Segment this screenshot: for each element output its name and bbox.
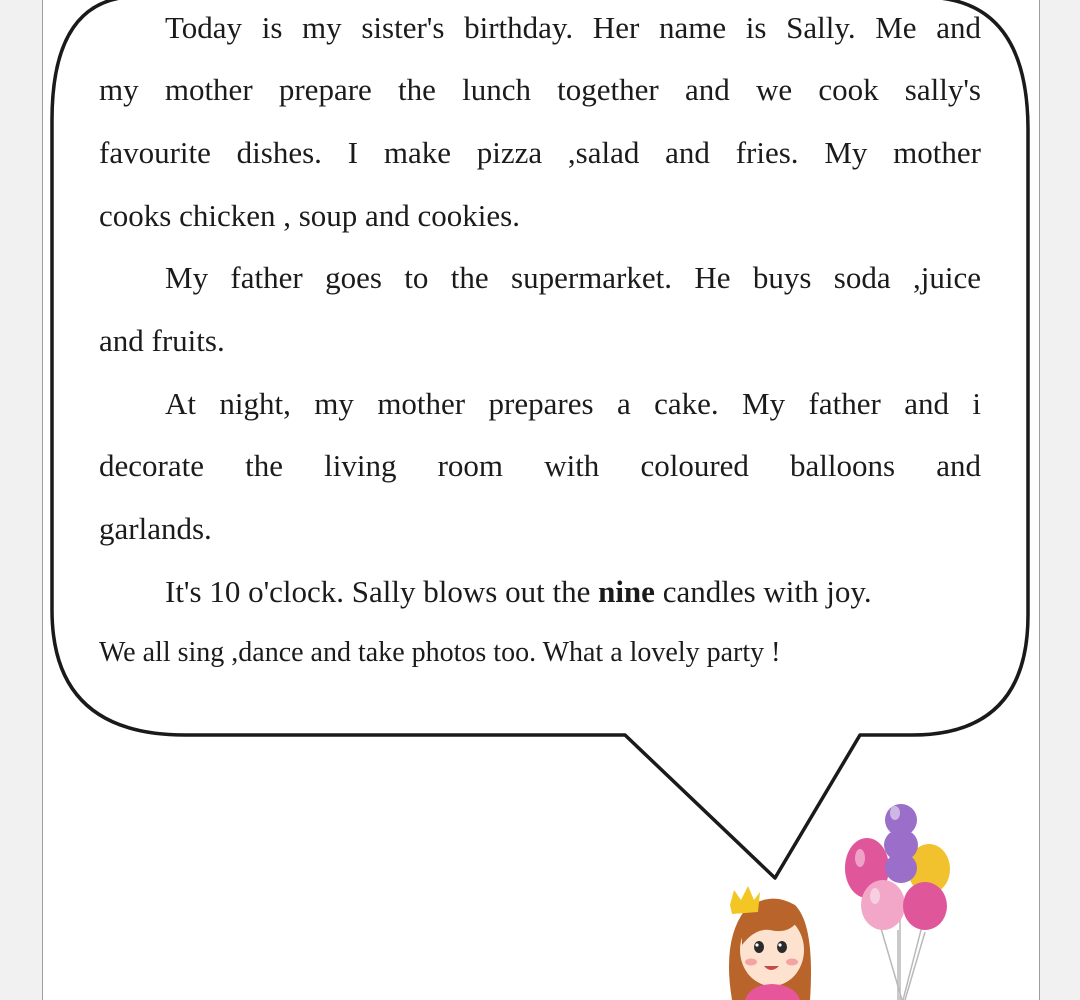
story-text-segment: It's 10 o'clock. Sally blows out the bbox=[165, 574, 599, 609]
story-line: cooks chicken , soup and cookies. bbox=[99, 198, 520, 233]
girl-illustration bbox=[729, 886, 811, 1000]
story-line: We all sing ,dance and take photos too. What a lovely party ! bbox=[99, 637, 781, 668]
story-line-with-bold bbox=[99, 572, 981, 612]
story-line: and fruits. bbox=[99, 323, 225, 358]
balloons-illustration bbox=[845, 804, 950, 1000]
story-text-segment: candles with joy. bbox=[654, 574, 872, 609]
bold-word: nine bbox=[598, 574, 655, 609]
story-line: decorate the living room with coloured balloons and bbox=[99, 448, 981, 483]
story-line: My father goes to the supermarket. He buys soda ,juice bbox=[165, 260, 981, 295]
story-line: my mother prepare the lunch together and we cook sally's bbox=[99, 72, 981, 107]
story-line: Today is my sister's birthday. Her name is Sally. Me and bbox=[165, 10, 981, 45]
speech-bubble bbox=[52, 0, 1028, 878]
story-line: garlands. bbox=[99, 511, 212, 546]
story-line: At night, my mother prepares a cake. My father and i bbox=[165, 386, 981, 421]
story-line: favourite dishes. I make pizza ,salad and fries. My mother bbox=[99, 135, 981, 170]
